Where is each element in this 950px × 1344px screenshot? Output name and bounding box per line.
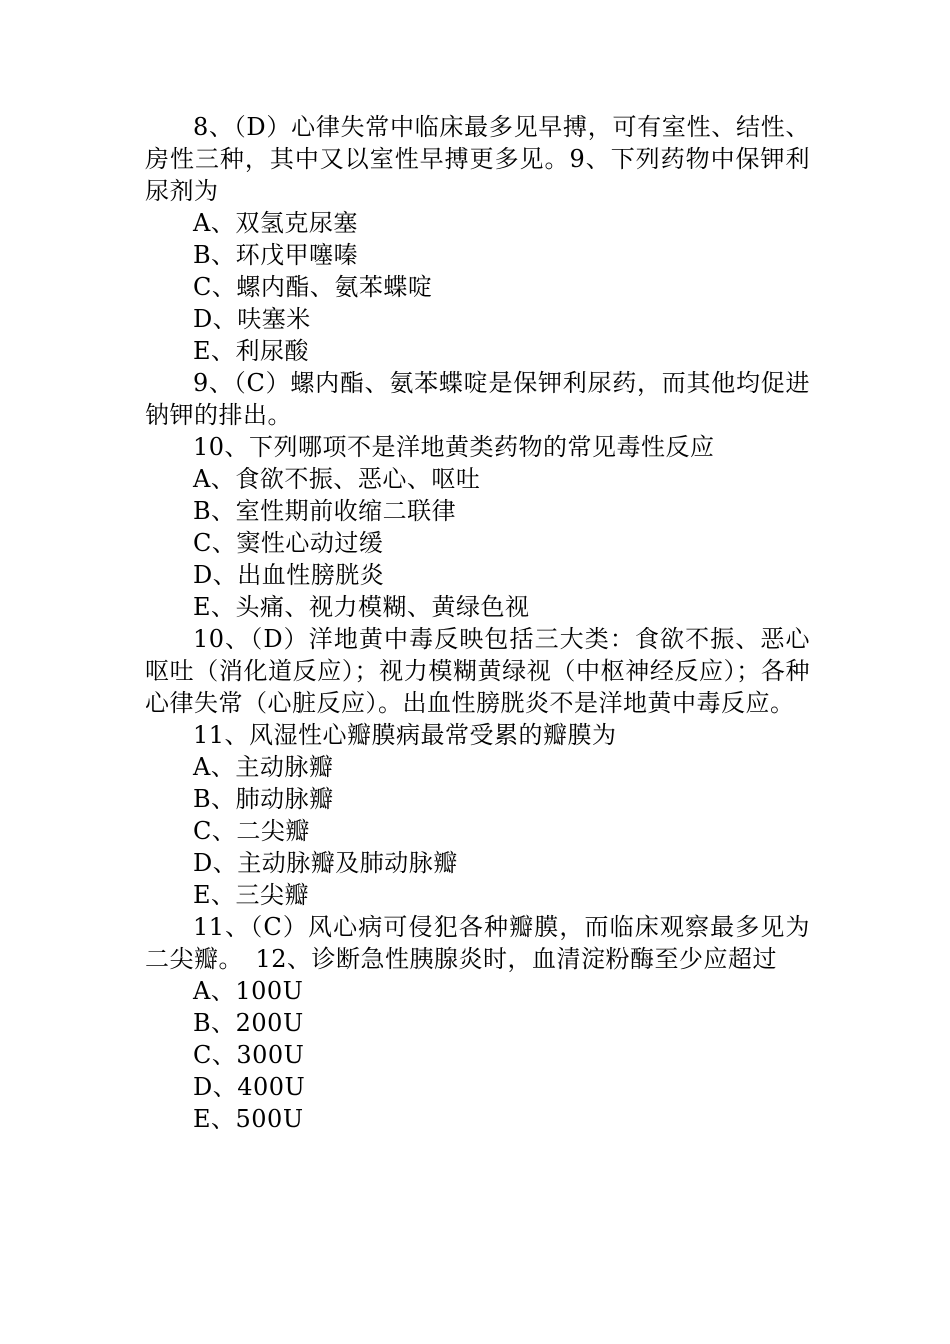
option-a: A、100U [193, 977, 304, 1005]
option-c: C、螺内酯、氨苯蝶啶 [193, 273, 433, 301]
paragraph-answer-11: 11、（C）风心病可侵犯各种瓣膜，而临床观察最多见为二尖瓣。 12、诊断急性胰腺炎时，血清淀粉酶至少应超过 [145, 913, 810, 973]
option-d: D、400U [193, 1073, 306, 1101]
option-b: B、室性期前收缩二联律 [193, 497, 457, 525]
option-e: E、头痛、视力模糊、黄绿色视 [193, 593, 530, 621]
option-e: E、利尿酸 [193, 337, 310, 365]
option-b: B、200U [193, 1009, 304, 1037]
option-a: A、双氢克尿塞 [193, 209, 358, 237]
option-e: E、500U [193, 1105, 304, 1133]
option-d: D、主动脉瓣及肺动脉瓣 [193, 849, 458, 877]
option-b: B、肺动脉瓣 [193, 785, 334, 813]
option-d: D、呋塞米 [193, 305, 311, 333]
paragraph-answer-9: 9、（C）螺内酯、氨苯蝶啶是保钾利尿药，而其他均促进钠钾的排出。 [145, 369, 810, 429]
paragraph-answer-10: 10、（D）洋地黄中毒反映包括三大类：食欲不振、恶心呕吐（消化道反应）；视力模糊黄绿视（中枢神经反应）；各种心律失常（心脏反应）。出血性膀胱炎不是洋地黄中毒反应。 [145, 625, 810, 717]
option-c: C、窦性心动过缓 [193, 529, 384, 557]
document-body [145, 111, 810, 1135]
option-a: A、食欲不振、恶心、呕吐 [193, 465, 481, 493]
question-11: 11、风湿性心瓣膜病最常受累的瓣膜为 [193, 721, 617, 749]
option-d: D、出血性膀胱炎 [193, 561, 385, 589]
option-e: E、三尖瓣 [193, 881, 310, 909]
option-c: C、二尖瓣 [193, 817, 310, 845]
question-10: 10、下列哪项不是洋地黄类药物的常见毒性反应 [193, 433, 715, 461]
option-c: C、300U [193, 1041, 305, 1069]
option-b: B、环戊甲噻嗪 [193, 241, 359, 269]
option-a: A、主动脉瓣 [193, 753, 334, 781]
paragraph-answer-8: 8、（D）心律失常中临床最多见早搏，可有室性、结性、房性三种，其中又以室性早搏更多见。9、下列药物中保钾利尿剂为 [145, 113, 810, 205]
